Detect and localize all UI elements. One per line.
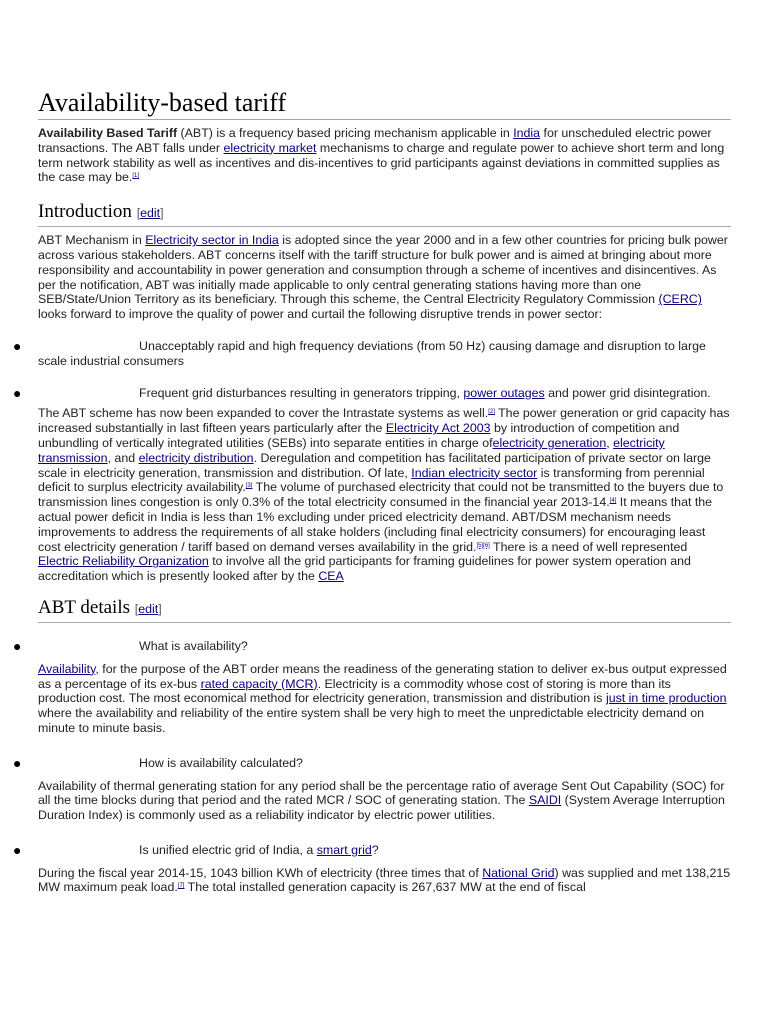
q3-text-1: Is unified electric grid of India, a bbox=[139, 842, 317, 857]
a3-text-3: The total installed generation capacity is 267,637 MW at the end of fiscal bbox=[184, 880, 586, 895]
link-saidi[interactable]: SAIDI bbox=[528, 793, 562, 808]
list-item bbox=[13, 841, 731, 858]
link-cerc[interactable]: (CERC) bbox=[658, 292, 702, 307]
section-heading-abt-details bbox=[38, 596, 731, 623]
details-question-list bbox=[13, 754, 731, 771]
bullet-icon: ● bbox=[13, 384, 22, 401]
edit-link-wrapper: [edit] bbox=[136, 206, 164, 221]
edit-abt-details-link[interactable]: edit bbox=[138, 601, 159, 616]
edit-introduction-link[interactable]: edit bbox=[140, 206, 161, 221]
bullet-2-text-1: Frequent grid disturbances resulting in generators tripping, bbox=[139, 385, 464, 400]
bullet-icon: ● bbox=[13, 841, 22, 858]
link-electricity-distribution[interactable]: electricity distribution bbox=[138, 450, 254, 465]
link-national-grid[interactable]: National Grid bbox=[482, 865, 555, 880]
question-1: What is availability? bbox=[139, 638, 248, 653]
ref-3[interactable]: [3] bbox=[245, 483, 253, 490]
link-indian-electricity-sector[interactable]: Indian electricity sector bbox=[411, 465, 538, 480]
p2-text-2: The power generation or grid capacity has increased substantially in last fifteen years particularly after the bbox=[38, 406, 730, 436]
q3-text-2: ? bbox=[371, 842, 379, 857]
heading-introduction-text: Introduction bbox=[38, 201, 132, 223]
article bbox=[13, 88, 731, 895]
bullet-icon: ● bbox=[13, 637, 22, 654]
edit-link-wrapper: [edit] bbox=[134, 601, 162, 616]
bullet-icon: ● bbox=[13, 754, 22, 771]
details-question-list bbox=[13, 841, 731, 858]
intro-p1-text-2: is adopted since the year 2000 and in a few other countries for pricing bulk power across various stakeholders. ABT concerns itself with the tariff structure for bulk power and is aimed at bringing about more responsibility and accountability in power generation and consumption through a scheme of incentives and disincentives. As per the notification, ABT was initially made applicable to only central generating stations having more than one SEB/State/Union Territory as its beneficiary. Through this scheme, the Central Electricity Regulatory Commission bbox=[38, 233, 728, 307]
link-rated-capacity[interactable]: rated capacity (MCR) bbox=[200, 676, 318, 691]
list-item bbox=[13, 754, 731, 771]
p2-text-4: , bbox=[606, 435, 614, 450]
lead-paragraph bbox=[38, 126, 731, 185]
a1-text-2: . Electricity is a commodity whose cost of storing is more than its production cost. The most economical method for electricity generation, transmission and distribution is bbox=[38, 676, 671, 706]
answer-1-paragraph bbox=[38, 662, 731, 736]
p2-text-7: is transforming from perennial deficit to surplus electricity availability. bbox=[38, 465, 705, 495]
link-electricity-generation[interactable]: electricity generation bbox=[492, 435, 607, 450]
intro-paragraph-2 bbox=[38, 406, 731, 584]
list-item bbox=[13, 637, 731, 654]
lead-text-2: for unscheduled electric power transactions. The ABT falls under bbox=[38, 126, 712, 155]
ref-7[interactable]: [7] bbox=[177, 883, 185, 890]
section-heading-introduction bbox=[38, 200, 731, 227]
a3-text-1: During the fiscal year 2014-15, 1043 billion KWh of electricity (three times that of bbox=[38, 865, 483, 880]
p2-text-9: It means that the actual power deficit in India is less than 1% excluding under priced electricity demand. ABT/DSM mechanism needs improvements to address the requirements of all stake holders (including final electricity consumers) for encouraging least cost electricity generation / tariff based on demand verses availability in the grid. bbox=[38, 495, 713, 554]
question-2: How is availability calculated? bbox=[139, 755, 303, 770]
ref-4[interactable]: [4] bbox=[609, 498, 617, 505]
disruptive-trends-list bbox=[13, 337, 731, 401]
bullet-1-text: Unacceptably rapid and high frequency deviations (from 50 Hz) causing damage and disruption to large scale industrial consumers bbox=[38, 338, 706, 368]
ref-2[interactable]: [2] bbox=[488, 409, 495, 416]
details-question-list bbox=[13, 637, 731, 654]
a1-text-3: where the availability and reliability of the entire system shall be very high to meet the unpredictable electricity demand on minute to minute basis. bbox=[38, 706, 705, 735]
answer-2-paragraph bbox=[38, 779, 731, 823]
a2-text-2: (System Average Interruption Duration Index) is commonly used as a reliability indicator by electric power utilities. bbox=[38, 793, 725, 823]
link-power-outages[interactable]: power outages bbox=[463, 385, 545, 400]
lead-text-1: (ABT) is a frequency based pricing mechanism applicable in bbox=[177, 126, 514, 140]
intro-p1-text-3: looks forward to improve the quality of power and curtail the following disruptive trends in power sector: bbox=[38, 307, 603, 322]
link-electricity-market[interactable]: electricity market bbox=[223, 140, 317, 155]
ref-5-6[interactable]: [5][6] bbox=[476, 542, 490, 549]
heading-abt-details-text: ABT details bbox=[38, 596, 131, 618]
a1-text-1: , for the purpose of the ABT order means the readiness of the generating station to deliver ex-bus output expressed as a percentage of its ex-bus bbox=[38, 661, 727, 691]
link-electric-reliability-organization[interactable]: Electric Reliability Organization bbox=[38, 554, 209, 569]
p2-text-8: The volume of purchased electricity that could not be transmitted to the buyers due to transmission lines congestion is only 0.3% of the total electricity consumed in the financial year 2013-14. bbox=[38, 480, 724, 510]
answer-3-paragraph bbox=[38, 866, 731, 896]
p2-text-5: , and bbox=[107, 450, 139, 465]
p2-text-11: to involve all the grid participants for framing guidelines for power system operation and accreditation which is presently looked after by the bbox=[38, 554, 691, 584]
link-electricity-act-2003[interactable]: Electricity Act 2003 bbox=[385, 421, 491, 436]
link-india[interactable]: India bbox=[513, 126, 541, 140]
link-electricity-transmission[interactable]: electricity transmission bbox=[38, 435, 665, 465]
a2-text-1: Availability of thermal generating station for any period shall be the percentage ratio of average Sent Out Capability (SOC) for all the time blocks during that period and the rated MCR / SOC of generating station. The bbox=[38, 778, 725, 808]
p2-text-6: . Deregulation and competition has facilitated participation of private sector on large scale in electricity generation, transmission and distribution. Of late, bbox=[38, 450, 711, 480]
intro-p1-text-1: ABT Mechanism in bbox=[38, 233, 146, 248]
list-item bbox=[13, 384, 731, 401]
link-availability[interactable]: Availability bbox=[38, 661, 96, 676]
p2-text-1: The ABT scheme has now been expanded to cover the Intrastate systems as well. bbox=[38, 406, 489, 421]
a3-text-2: ) was supplied and met 138,215 MW maximum peak load. bbox=[38, 865, 731, 895]
bullet-2-text-2: and power grid disintegration. bbox=[544, 385, 711, 400]
bullet-icon: ● bbox=[13, 337, 22, 354]
list-item-text bbox=[38, 339, 731, 369]
list-item bbox=[13, 337, 731, 369]
link-cea[interactable]: CEA bbox=[318, 569, 344, 584]
lead-bold-term: Availability Based Tariff bbox=[38, 126, 178, 140]
page-title: Availability-based tariff bbox=[38, 88, 731, 120]
ref-1[interactable]: [1] bbox=[132, 173, 140, 180]
list-item-text bbox=[38, 386, 731, 401]
p2-text-10: There is a need of well represented bbox=[489, 539, 688, 554]
lead-text-3: mechanisms to charge and regulate power to achieve short term and long term network stability as well as incentives and dis-incentives to grid participants against deviations in committed supplies as the case may be. bbox=[38, 140, 725, 185]
link-smart-grid[interactable]: smart grid bbox=[316, 842, 372, 857]
intro-paragraph-1 bbox=[38, 233, 731, 322]
link-just-in-time-production[interactable]: just in time production bbox=[605, 691, 727, 706]
question-3 bbox=[38, 843, 731, 858]
link-electricity-sector-in-india[interactable]: Electricity sector in India bbox=[145, 233, 279, 248]
p2-text-3: by introduction of competition and unbundling of vertically integrated utilities (SEBs) into separate entities in charge of bbox=[38, 421, 680, 450]
